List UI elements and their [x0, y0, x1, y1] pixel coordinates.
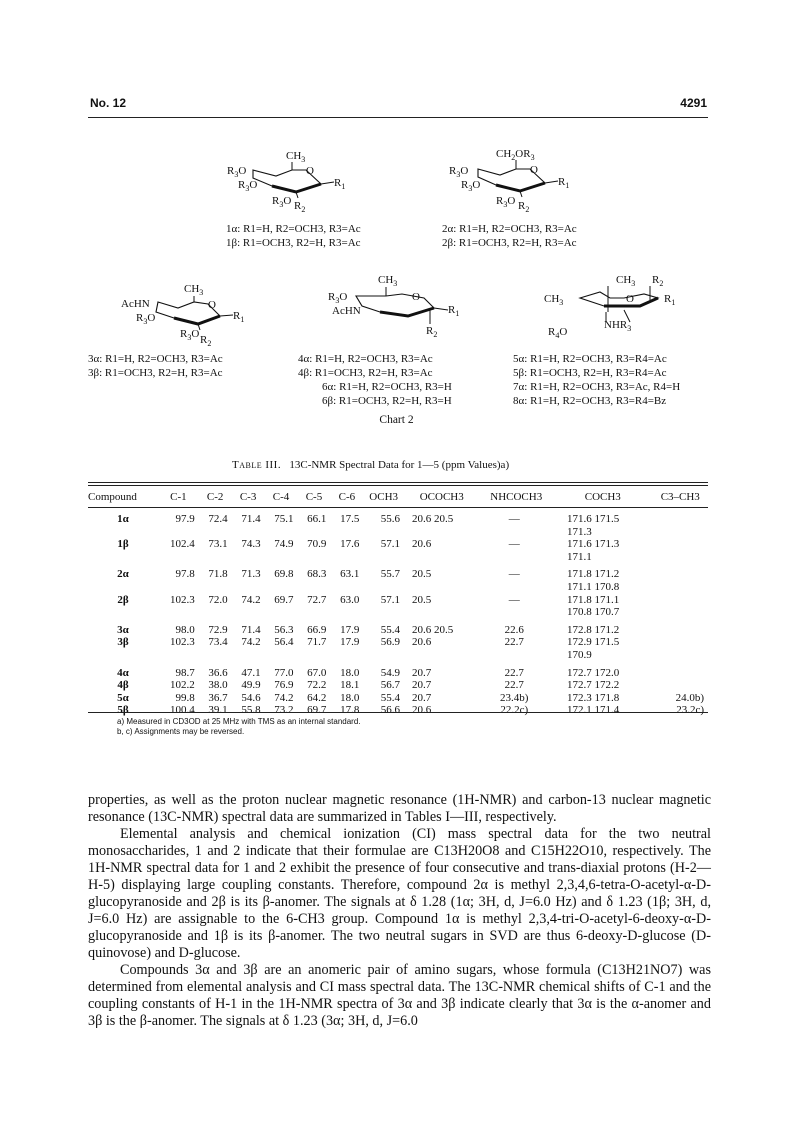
cell-c3: 54.6	[241, 691, 261, 704]
cell-c2: 38.0	[208, 679, 228, 692]
cell-c3: 74.2	[241, 593, 261, 606]
cell-c3ch3	[653, 636, 708, 661]
caption-5a: 5α: R1=H, R2=OCH3, R3=R4=Ac	[513, 353, 667, 365]
svg-text:R2: $R_2$	[294, 200, 306, 214]
col-c6: C-6	[330, 488, 363, 508]
svg-text:O: O	[530, 164, 538, 176]
compound-cell: 1α	[117, 513, 129, 525]
cell-c1: 102.2	[169, 679, 195, 692]
coch3-line-2: 170.8 170.7	[567, 606, 620, 619]
structure-5	[540, 272, 690, 342]
svg-text:R1: $R_1$	[448, 304, 460, 318]
cell-ococh3: 20.5	[412, 568, 432, 581]
coch3-line-1: 172.1 171.4	[567, 704, 620, 717]
cell-c4: 74.2	[274, 691, 294, 704]
compound-cell: 1β	[117, 538, 129, 551]
cell-nhcoch3: —	[508, 568, 520, 581]
cell-och3: 56.9	[380, 636, 401, 649]
cell-c2: 73.4	[208, 636, 228, 649]
cell-c5: 67.0	[307, 666, 327, 679]
cell-c6: 18.0	[340, 691, 360, 704]
cell-och3: 56.7	[380, 679, 401, 692]
cell-c1: 97.9	[175, 513, 195, 525]
cell-c4: 56.4	[274, 636, 294, 649]
coch3-line-1: 171.6 171.5	[567, 513, 620, 525]
table-row	[88, 538, 708, 563]
cell-och3: 55.7	[380, 568, 401, 581]
structure-3	[118, 280, 268, 346]
cell-c1: 97.8	[175, 568, 195, 581]
coch3-line-1: 172.7 172.2	[567, 679, 620, 692]
cell-c5: 68.3	[307, 568, 327, 581]
cell-och3: 57.1	[380, 538, 401, 551]
cell-c1: 102.3	[169, 636, 195, 649]
col-nhcoch3: NHCOCH3	[479, 488, 553, 508]
svg-text:R3O: $R_3O$	[136, 312, 156, 326]
cell-och3: 55.6	[380, 513, 401, 525]
col-ococh3: OCOCH3	[404, 488, 479, 508]
cell-c2: 72.0	[208, 593, 228, 606]
cell-nhcoch3: 22.7	[504, 636, 524, 649]
svg-text:R3O: $R_3O$	[238, 179, 258, 193]
cell-coch3	[553, 508, 653, 539]
cell-c4: 77.0	[274, 666, 294, 679]
svg-text:R2: $R_2$	[518, 200, 530, 214]
svg-text:R4O: $R_4O$	[548, 326, 568, 340]
col-c3: C-3	[232, 488, 265, 508]
cell-c4: 76.9	[274, 679, 294, 692]
cell-coch3	[553, 692, 653, 705]
svg-text:R2: $R_2$	[426, 325, 438, 339]
cell-ococh3: 20.6	[412, 636, 432, 649]
svg-text:CH3: $CH_3$	[286, 150, 306, 164]
cell-c3ch3	[653, 594, 708, 619]
cell-c2: 72.9	[208, 623, 228, 636]
header-rule	[88, 117, 708, 118]
cell-coch3	[553, 662, 653, 680]
cell-ococh3: 20.6	[412, 704, 432, 717]
table-header-row	[88, 488, 708, 508]
cell-ococh3: 20.7	[412, 691, 432, 704]
svg-text:CH3: $CH_3$	[616, 274, 636, 288]
cell-c3ch3: 23.2c)	[676, 704, 704, 717]
svg-text:O: O	[412, 291, 420, 303]
caption-1a: 1α: R1=H, R2=OCH3, R3=Ac	[226, 223, 361, 235]
cell-c1: 100.4	[169, 704, 195, 717]
cell-c3: 55.8	[241, 704, 261, 717]
compound-cell: 5α	[117, 691, 129, 704]
coch3-line-1: 172.7 172.0	[567, 666, 620, 679]
compound-cell: 3β	[117, 636, 129, 649]
svg-text:NHR3: $NHR_3$	[604, 319, 632, 333]
body-text	[88, 792, 711, 1030]
table-top-rule	[88, 482, 708, 483]
caption-7a: 7α: R1=H, R2=OCH3, R3=Ac, R4=H	[513, 381, 681, 393]
cell-c5: 70.9	[307, 538, 327, 551]
cell-och3: 56.6	[380, 704, 401, 717]
caption-2b: 2β: R1=OCH3, R2=H, R3=Ac	[442, 237, 577, 249]
cell-c6: 17.9	[340, 636, 360, 649]
table-row	[88, 619, 708, 637]
structure-1	[226, 148, 356, 212]
compound-cell: 3α	[117, 623, 129, 636]
cell-c3: 71.3	[241, 568, 261, 581]
cell-och3: 55.4	[380, 623, 401, 636]
col-c4: C-4	[265, 488, 298, 508]
coch3-line-1: 172.3 171.8	[567, 691, 620, 704]
cell-c3: 47.1	[241, 666, 261, 679]
cell-c5: 72.7	[307, 593, 327, 606]
cell-ococh3: 20.7	[412, 679, 432, 692]
cell-ococh3: 20.6	[412, 538, 432, 551]
cell-c4: 56.3	[274, 623, 294, 636]
cell-c5: 71.7	[307, 636, 327, 649]
svg-text:AcHN: AcHN	[121, 298, 150, 310]
table-bottom-rule	[88, 712, 708, 713]
caption-5b: 5β: R1=OCH3, R2=H, R3=R4=Ac	[513, 367, 667, 379]
svg-text:R3O: $R_3O$	[461, 179, 481, 193]
coch3-line-2: 171.1	[567, 550, 592, 563]
caption-6a: 6α: R1=H, R2=OCH3, R3=H	[322, 381, 452, 393]
cell-c6: 17.6	[340, 538, 360, 551]
cell-coch3	[553, 704, 653, 717]
coch3-line-2: 171.3	[567, 525, 592, 538]
caption-2a: 2α: R1=H, R2=OCH3, R3=Ac	[442, 223, 577, 235]
table-top-rule-2	[88, 485, 708, 486]
cell-c5: 66.1	[307, 513, 327, 525]
svg-text:CH3: $CH_3$	[378, 274, 398, 288]
compound-cell: 5β	[117, 704, 129, 717]
footnote-a: a) Measured in CD3OD at 25 MHz with TMS as an internal standard.	[117, 717, 361, 726]
svg-text:AcHN: AcHN	[332, 305, 361, 317]
table-row	[88, 508, 708, 539]
cell-nhcoch3: 22.2c)	[500, 704, 529, 717]
svg-text:O: O	[626, 293, 634, 305]
svg-text:R1: $R_1$	[664, 293, 676, 307]
coch3-line-2: 171.1 170.8	[567, 580, 620, 593]
cell-c2: 36.7	[208, 691, 228, 704]
coch3-line-1: 171.8 171.2	[567, 568, 620, 581]
table-row	[88, 704, 708, 717]
paragraph-3: Compounds 3α and 3β are an anomeric pair of amino sugars, whose formula (C13H21NO7) was determined from elemental analysis and CI mass spectral data. The 13C-NMR chemical shifts of C-1 and the coupling constants of H-1 in the 1H-NMR spectra of 3α and 3β indicate clearly that 3α is the α-anomer and 3β is the β-anomer. The signals at δ 1.23 (3α; 3H, d, J=6.0	[88, 962, 711, 1029]
cell-c6: 63.0	[340, 593, 360, 606]
svg-text:R3O: $R_3O$	[328, 291, 348, 305]
coch3-line-1: 172.9 171.5	[567, 636, 620, 649]
cell-och3: 54.9	[380, 666, 401, 679]
table-row	[88, 594, 708, 619]
cell-nhcoch3: 23.4b)	[500, 691, 529, 704]
cell-c4: 75.1	[274, 513, 294, 525]
cell-c3: 74.3	[241, 538, 261, 551]
structure-4	[326, 272, 486, 342]
coch3-line-2: 170.9	[567, 648, 592, 661]
cell-ococh3: 20.6 20.5	[412, 513, 454, 525]
cell-c3ch3	[653, 563, 708, 593]
table-row	[88, 679, 708, 692]
cell-c6: 17.5	[340, 513, 360, 525]
svg-text:R3O: $R_3O$	[449, 165, 469, 179]
cell-c4: 69.7	[274, 593, 294, 606]
cell-ococh3: 20.5	[412, 593, 432, 606]
cell-c1: 99.8	[175, 691, 195, 704]
col-c2: C-2	[199, 488, 232, 508]
compound-cell: 2β	[117, 593, 129, 606]
table-row	[88, 636, 708, 661]
cell-ococh3: 20.7	[412, 666, 432, 679]
coch3-line-1: 171.6 171.3	[567, 538, 620, 551]
chart-label: Chart 2	[379, 414, 414, 426]
svg-text:O: O	[306, 165, 314, 177]
caption-4a: 4α: R1=H, R2=OCH3, R3=Ac	[298, 353, 433, 365]
cell-c3ch3: 24.0b)	[675, 691, 704, 704]
cell-nhcoch3: —	[508, 538, 520, 551]
svg-text:R1: $R_1$	[233, 310, 245, 324]
cell-c3: 49.9	[241, 679, 261, 692]
cell-c5: 64.2	[307, 691, 327, 704]
cell-c6: 18.1	[340, 679, 360, 692]
cell-coch3	[553, 679, 653, 692]
cell-c6: 17.9	[340, 623, 360, 636]
caption-8a: 8α: R1=H, R2=OCH3, R3=R4=Bz	[513, 395, 667, 407]
journal-issue: No. 12	[90, 96, 127, 110]
compound-cell: 4α	[117, 666, 129, 679]
cell-nhcoch3: —	[508, 513, 520, 525]
cell-c3: 71.4	[241, 513, 261, 525]
cell-c6: 63.1	[340, 568, 360, 581]
table-title: Table III. 13C-NMR Spectral Data for 1—5 (ppm Values)a)	[232, 459, 510, 471]
nmr-table	[88, 488, 708, 717]
caption-3b: 3β: R1=OCH3, R2=H, R3=Ac	[88, 367, 223, 379]
cell-c1: 102.4	[169, 538, 195, 551]
col-c5: C-5	[297, 488, 330, 508]
cell-c3ch3	[653, 619, 708, 637]
cell-c3: 71.4	[241, 623, 261, 636]
compound-cell: 4β	[117, 679, 129, 692]
cell-c3ch3	[653, 679, 708, 692]
svg-text:R1: $R_1$	[558, 176, 570, 190]
cell-c5: 69.7	[307, 704, 327, 717]
col-compound: Compound	[88, 488, 158, 508]
svg-text:R3O: $R_3O$	[496, 195, 516, 209]
paragraph-1: properties, as well as the proton nuclear magnetic resonance (1H-NMR) and carbon-13 nuclear magnetic resonance (13C-NMR) spectral data are summarized in Tables I—III, respectively.	[88, 792, 711, 825]
cell-coch3	[553, 619, 653, 637]
coch3-line-1: 171.8 171.1	[567, 593, 620, 606]
cell-nhcoch3: 22.7	[504, 679, 524, 692]
cell-ococh3: 20.6 20.5	[412, 623, 454, 636]
caption-3a: 3α: R1=H, R2=OCH3, R3=Ac	[88, 353, 223, 365]
cell-c4: 74.9	[274, 538, 294, 551]
coch3-line-1: 172.8 171.2	[567, 623, 620, 636]
cell-c3ch3	[653, 538, 708, 563]
cell-c3ch3	[653, 662, 708, 680]
caption-6b: 6β: R1=OCH3, R2=H, R3=H	[322, 395, 452, 407]
col-coch3: COCH3	[553, 488, 653, 508]
footnote-bc: b, c) Assignments may be reversed.	[117, 727, 245, 736]
caption-1b: 1β: R1=OCH3, R2=H, R3=Ac	[226, 237, 361, 249]
cell-c5: 72.2	[307, 679, 327, 692]
svg-text:R3O: $R_3O$	[227, 165, 247, 179]
table-row	[88, 692, 708, 705]
cell-c6: 17.8	[340, 704, 360, 717]
svg-text:R1: $R_1$	[334, 177, 346, 191]
structure-2	[446, 143, 586, 213]
cell-coch3	[553, 594, 653, 619]
cell-c1: 102.3	[169, 593, 195, 606]
svg-text:CH3: $CH_3$	[544, 293, 564, 307]
cell-coch3	[553, 538, 653, 563]
table-row	[88, 662, 708, 680]
cell-c3: 74.2	[241, 636, 261, 649]
cell-c2: 71.8	[208, 568, 228, 581]
caption-4b: 4β: R1=OCH3, R2=H, R3=Ac	[298, 367, 433, 379]
page-number: 4291	[680, 96, 707, 110]
svg-text:CH3: $CH_3$	[184, 283, 204, 297]
svg-text:R2: $R_2$	[652, 274, 664, 288]
col-c3ch3: C3–CH3	[653, 488, 708, 508]
col-och3: OCH3	[363, 488, 404, 508]
cell-coch3	[553, 636, 653, 661]
cell-c5: 66.9	[307, 623, 327, 636]
table-row	[88, 563, 708, 593]
cell-och3: 55.4	[380, 691, 401, 704]
cell-c2: 73.1	[208, 538, 228, 551]
cell-c4: 73.2	[274, 704, 294, 717]
svg-text:R3O: $R_3O$	[180, 328, 200, 342]
svg-text:CH2OR3: $CH_2OR_3$	[496, 148, 535, 162]
compound-cell: 2α	[117, 568, 129, 581]
cell-c6: 18.0	[340, 666, 360, 679]
cell-c3ch3	[653, 508, 708, 539]
cell-nhcoch3: 22.6	[504, 623, 524, 636]
cell-c4: 69.8	[274, 568, 294, 581]
cell-coch3	[553, 563, 653, 593]
svg-text:O: O	[208, 299, 216, 311]
cell-c1: 98.7	[175, 666, 195, 679]
cell-och3: 57.1	[380, 593, 401, 606]
cell-c2: 72.4	[208, 513, 228, 525]
cell-nhcoch3: —	[508, 593, 520, 606]
paragraph-2: Elemental analysis and chemical ionization (CI) mass spectral data for the two neutral monosaccharides, 1 and 2 indicate that their formulae are C13H20O8 and C15H22O10, respectively. The 1H-NMR spectral data for 1 and 2 exhibit the presence of four consecutive and trans-diaxial protons (H-2—H-5) displaying large coupling constants. Therefore, compound 2α is methyl 2,3,4,6-tetra-O-acetyl-α-D-glucopyranoside and 2β is its β-anomer. The signals at δ 1.28 (1α; 3H, d, J=6.0 Hz) and δ 1.23 (1β; 3H, d, J=6.0 Hz) are assignable to the 6-CH3 group. Compound 1α is methyl 2,3,4-tri-O-acetyl-6-deoxy-α-D-glucopyranoside and 1β is its β-anomer. The two neutral sugars in SVD are thus 6-deoxy-D-glucose (D-quinovose) and D-glucose.	[88, 826, 711, 961]
svg-text:R3O: $R_3O$	[272, 195, 292, 209]
svg-text:R2: $R_2$	[200, 334, 212, 348]
cell-c2: 39.1	[208, 704, 228, 717]
col-c1: C-1	[158, 488, 199, 508]
cell-c2: 36.6	[208, 666, 228, 679]
cell-c1: 98.0	[175, 623, 195, 636]
cell-nhcoch3: 22.7	[504, 666, 524, 679]
